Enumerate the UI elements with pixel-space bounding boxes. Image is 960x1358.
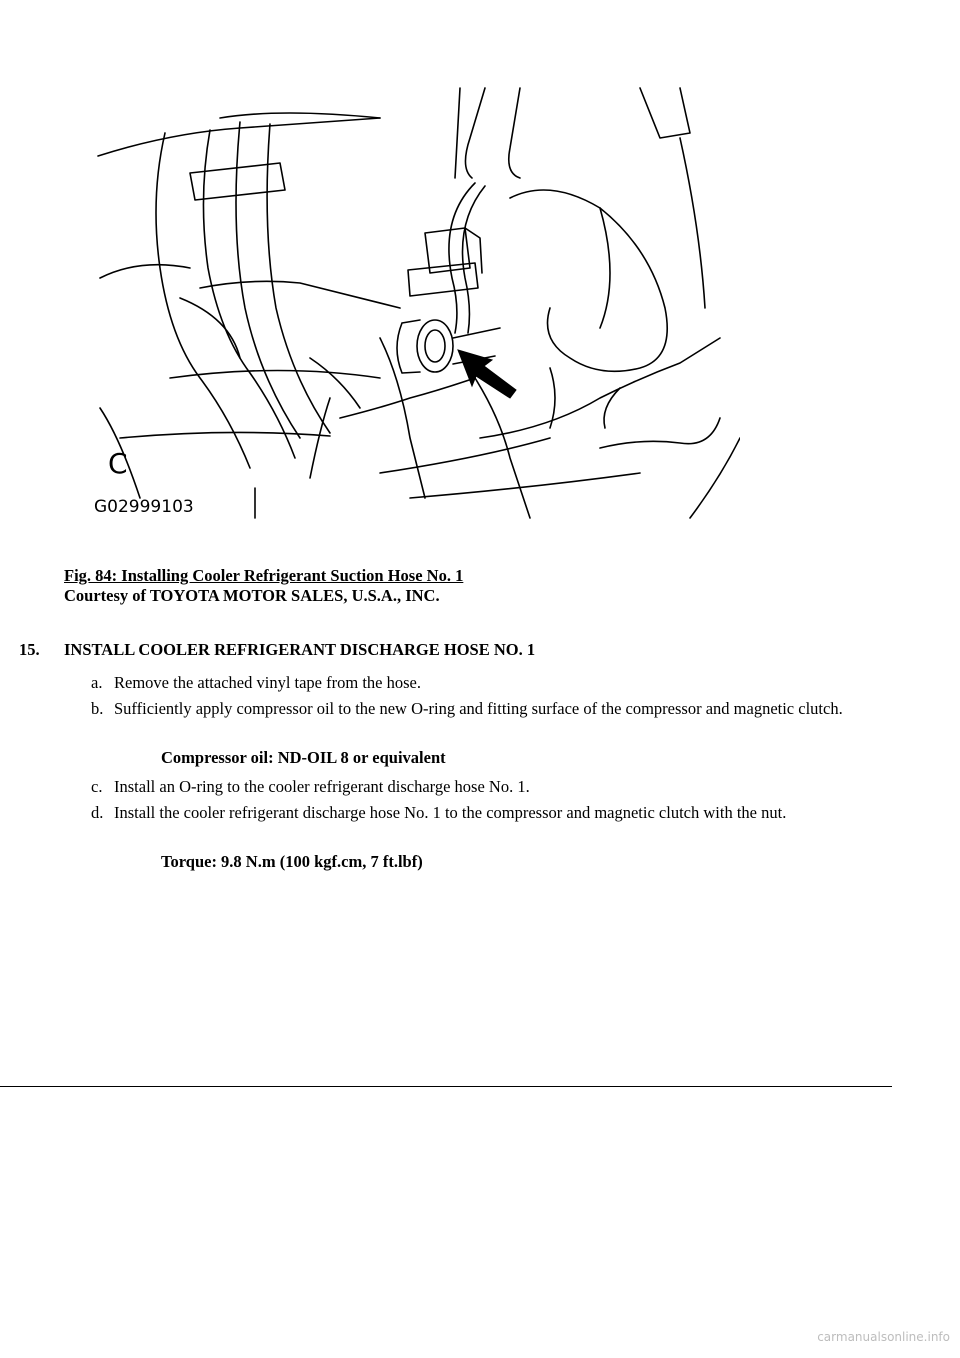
substep-text: Sufficiently apply compressor oil to the new O-ring and fitting surface of the compressor and magnetic clutch. [114, 699, 843, 718]
step-number: 15. [19, 640, 40, 659]
substep-letter: a. [91, 673, 103, 692]
compressor-oil-spec: Compressor oil: ND-OIL 8 or equivalent [161, 748, 446, 767]
substep-a [91, 672, 891, 694]
hose-installation-figure [80, 78, 740, 523]
step-heading [19, 640, 535, 660]
figure-label: C [108, 447, 128, 480]
hose-installation-illustration [80, 78, 740, 523]
figure-caption-courtesy: Courtesy of TOYOTA MOTOR SALES, U.S.A., INC. [64, 586, 440, 605]
substep-b [91, 698, 891, 720]
figure-caption [64, 566, 463, 606]
substep-c [91, 776, 891, 798]
substep-text: Remove the attached vinyl tape from the hose. [114, 673, 421, 692]
page-divider [0, 1086, 892, 1087]
torque-spec: Torque: 9.8 N.m (100 kgf.cm, 7 ft.lbf) [161, 852, 423, 871]
step-title: INSTALL COOLER REFRIGERANT DISCHARGE HOSE NO. 1 [64, 640, 536, 659]
substep-d [91, 802, 891, 824]
substep-text: Install the cooler refrigerant discharge hose No. 1 to the compressor and magnetic clutch with the nut. [114, 803, 787, 822]
substep-letter: b. [91, 699, 104, 718]
figure-code: G02999103 [94, 497, 194, 517]
substep-letter: d. [91, 803, 104, 822]
substep-letter: c. [91, 777, 103, 796]
substep-text: Install an O-ring to the cooler refrigerant discharge hose No. 1. [114, 777, 530, 796]
figure-caption-title: Fig. 84: Installing Cooler Refrigerant Suction Hose No. 1 [64, 566, 464, 585]
watermark: carmanualsonline.info [817, 1330, 950, 1344]
